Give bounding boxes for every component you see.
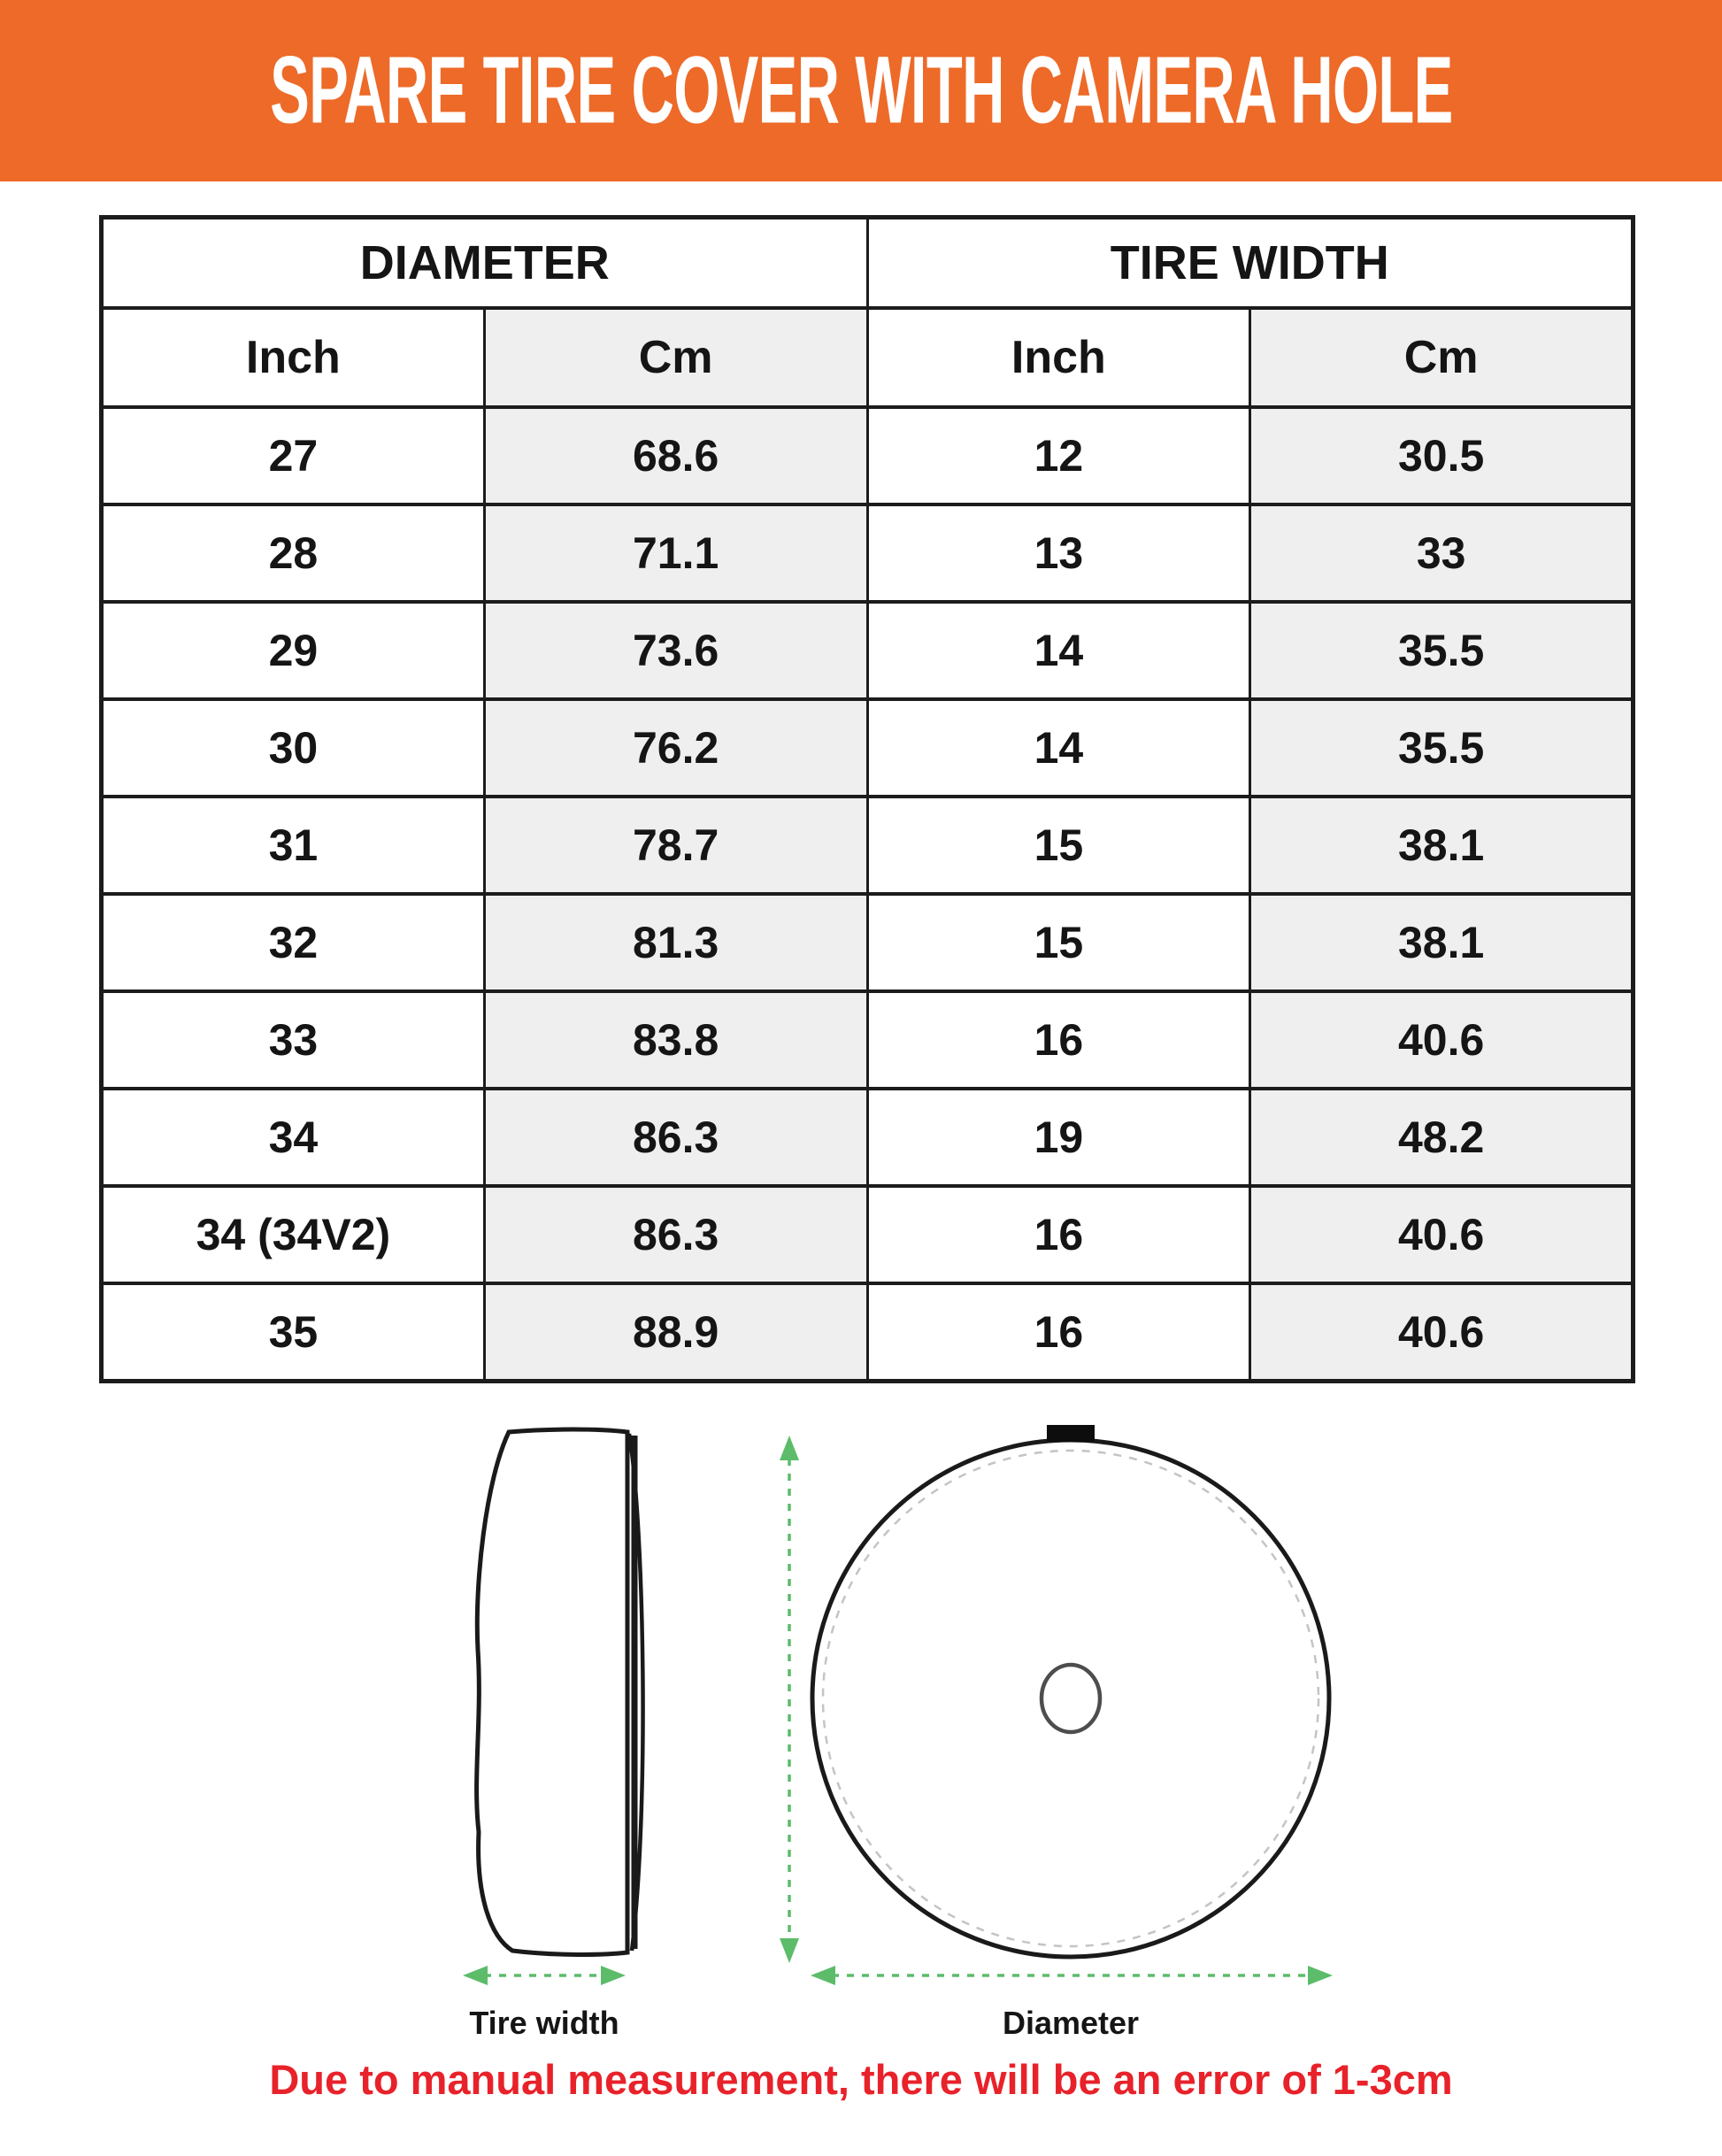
table-cell: 14 (867, 699, 1250, 797)
table-cell: 34 (102, 1089, 485, 1186)
vertical-diameter-arrow (780, 1436, 799, 1963)
table-group-header-row (102, 218, 1634, 309)
table-cell: 40.6 (1250, 1186, 1634, 1283)
table-cell: 29 (102, 602, 485, 699)
table-row (102, 991, 1634, 1089)
table-cell: 35 (102, 1283, 485, 1382)
table-row (102, 602, 1634, 699)
inner-dashed-circle (823, 1451, 1318, 1946)
table-row (102, 894, 1634, 991)
page-title: SPARE TIRE COVER WITH CAMERA HOLE (269, 36, 1453, 144)
table-cell: 15 (867, 894, 1250, 991)
table-cell: 32 (102, 894, 485, 991)
table-cell: 88.9 (484, 1283, 867, 1382)
tire-side-view-drawing (477, 1429, 643, 1954)
tire-width-label: Tire width (469, 2005, 619, 2041)
table-row (102, 407, 1634, 504)
table-cell: 40.6 (1250, 991, 1634, 1089)
table-cell: 35.5 (1250, 699, 1634, 797)
table-cell: 34 (34V2) (102, 1186, 485, 1283)
banner (0, 0, 1722, 181)
table-cell: 12 (867, 407, 1250, 504)
table-cell: 33 (102, 991, 485, 1089)
table-cell: 16 (867, 1283, 1250, 1382)
table-cell: 81.3 (484, 894, 867, 991)
column-header-width-cm: Cm (1250, 308, 1634, 407)
table-row (102, 797, 1634, 894)
table-cell: 27 (102, 407, 485, 504)
diameter-arrow (811, 1966, 1333, 1985)
table-row (102, 504, 1634, 602)
table-cell: 31 (102, 797, 485, 894)
table-row (102, 1089, 1634, 1186)
table-cell: 30.5 (1250, 407, 1634, 504)
table-cell: 40.6 (1250, 1283, 1634, 1382)
table-row (102, 699, 1634, 797)
table-cell: 19 (867, 1089, 1250, 1186)
column-group-diameter: DIAMETER (102, 218, 868, 309)
table-cell: 68.6 (484, 407, 867, 504)
table-row (102, 1186, 1634, 1283)
column-group-tire-width: TIRE WIDTH (867, 218, 1634, 309)
center-camera-hole (1042, 1665, 1100, 1732)
tire-width-arrow (463, 1966, 626, 1985)
table-cell: 30 (102, 699, 485, 797)
table-cell: 38.1 (1250, 894, 1634, 991)
table-cell: 16 (867, 1186, 1250, 1283)
table-cell: 48.2 (1250, 1089, 1634, 1186)
table-cell: 71.1 (484, 504, 867, 602)
size-table (99, 215, 1635, 1383)
diameter-label: Diameter (1002, 2005, 1140, 2041)
table-cell: 15 (867, 797, 1250, 894)
table-cell: 86.3 (484, 1186, 867, 1283)
table-cell: 35.5 (1250, 602, 1634, 699)
table-cell: 33 (1250, 504, 1634, 602)
table-cell: 78.7 (484, 797, 867, 894)
table-cell: 38.1 (1250, 797, 1634, 894)
table-row (102, 1283, 1634, 1382)
table-cell: 86.3 (484, 1089, 867, 1186)
table-cell: 73.6 (484, 602, 867, 699)
table-cell: 76.2 (484, 699, 867, 797)
column-header-diameter-inch: Inch (102, 308, 485, 407)
table-cell: 28 (102, 504, 485, 602)
table-cell: 16 (867, 991, 1250, 1089)
table-cell: 83.8 (484, 991, 867, 1089)
camera-hole-marker (1047, 1425, 1095, 1442)
measurement-disclaimer: Due to manual measurement, there will be an error of 1-3cm (269, 2056, 1453, 2103)
tire-front-view-drawing (812, 1425, 1329, 1957)
table-subheader-row (102, 308, 1634, 407)
table-cell: 13 (867, 504, 1250, 602)
column-header-width-inch: Inch (867, 308, 1250, 407)
table-cell: 14 (867, 602, 1250, 699)
column-header-diameter-cm: Cm (484, 308, 867, 407)
table-body (102, 407, 1634, 1382)
